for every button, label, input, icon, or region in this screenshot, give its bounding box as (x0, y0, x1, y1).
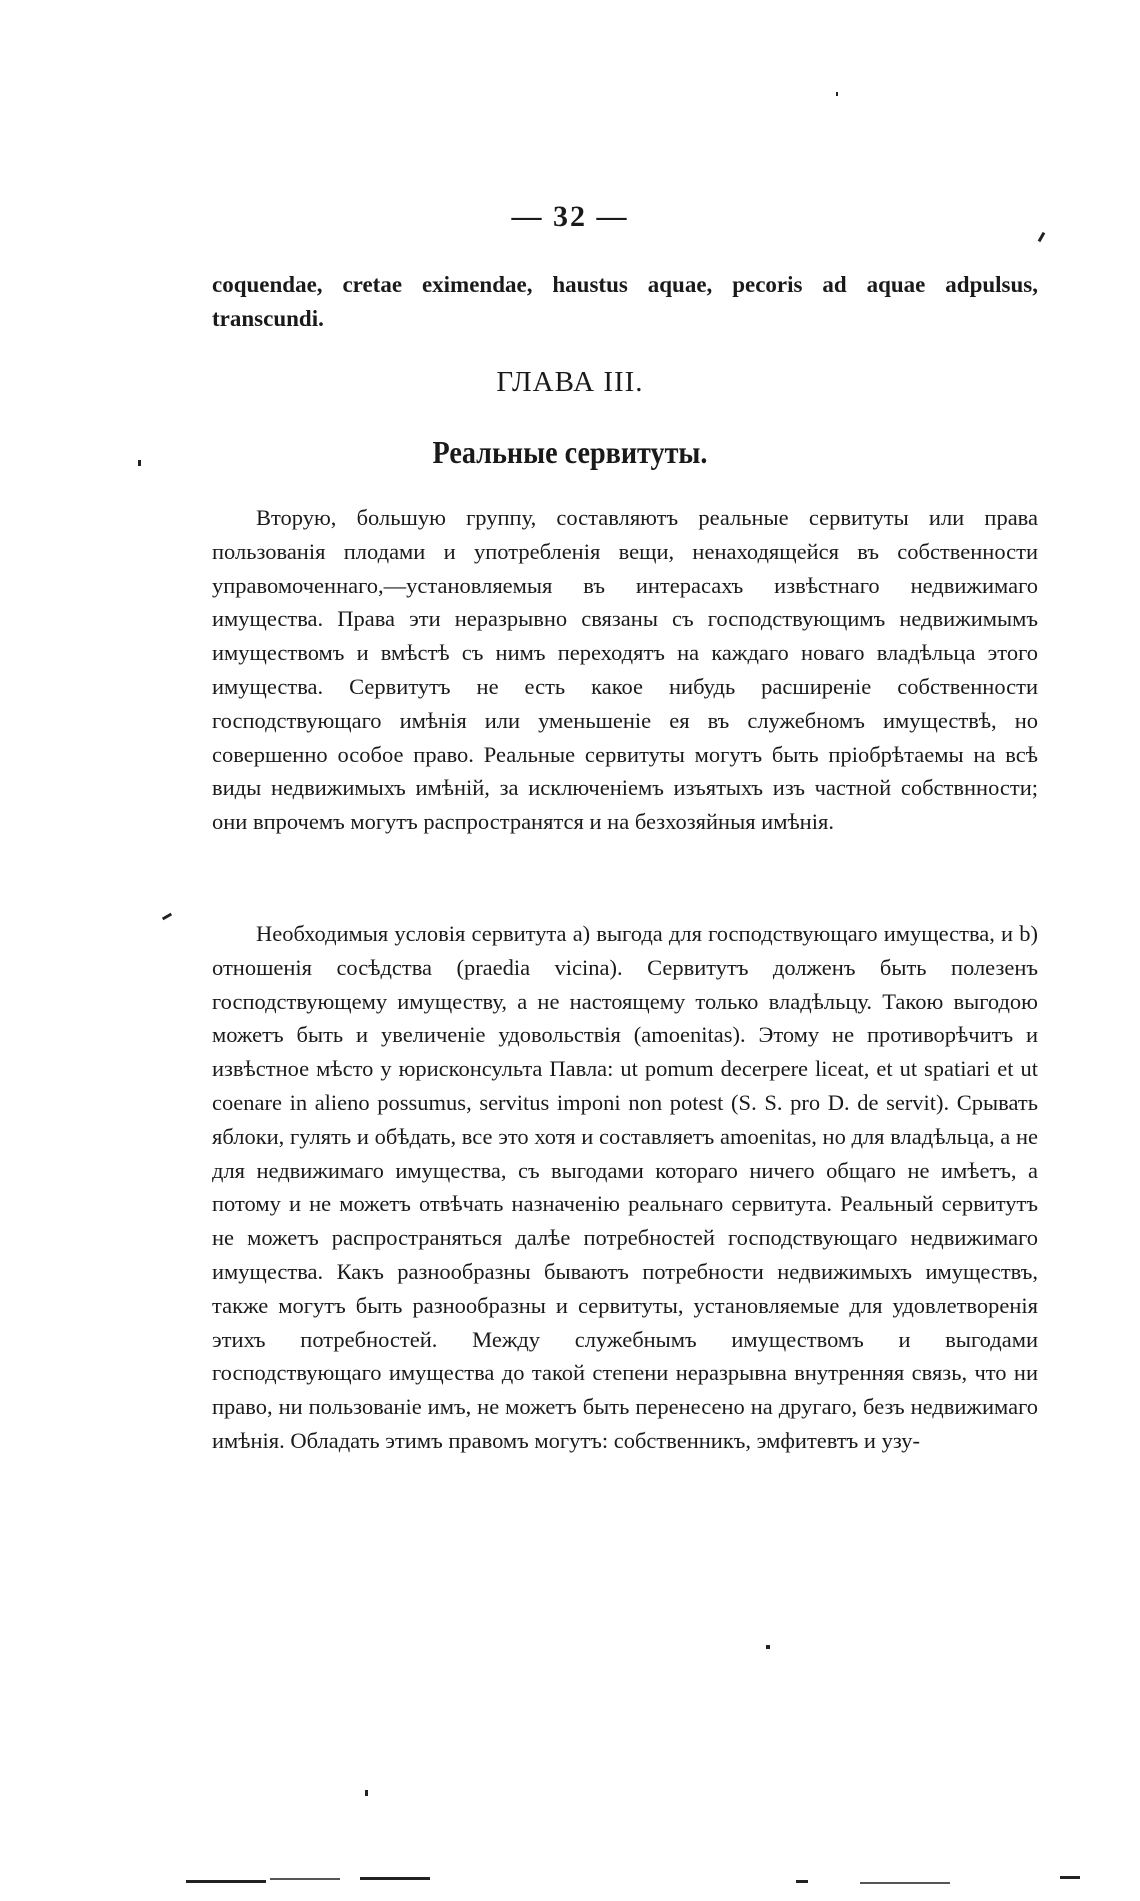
paragraph-1-text: Вторую, большую группу, составляютъ реальные сервитуты или права пользованія плодами и употребленія вещи, ненаходящейся въ собственности управомоченнаго,—установляемыя въ интерасахъ извѣстнаго недвижимаго имущества. Права эти неразрывно связаны съ господствующимъ недвижимымъ имуществомъ и вмѣстѣ съ нимъ переходятъ на каждаго новаго владѣльца этого имущества. Сервитутъ не есть какое нибудь расширеніе собственности господствующаго имѣнія или уменьшеніе ея въ служебномъ имуществѣ, но совершенно особое право. Реальные сервитуты могутъ быть пріобрѣтаемы на всѣ виды недвижимыхъ имѣній, за исключеніемъ изъятыхъ изъ частной собствнности; они впрочемъ могутъ распространятся и на безхозяйныя имѣнія. (212, 505, 1038, 835)
page-number: — 32 — (511, 200, 629, 233)
scan-edge-streak (186, 1880, 266, 1883)
paragraph-1 (212, 501, 1038, 839)
scan-speck (365, 1790, 368, 1796)
scan-edge-streak (360, 1877, 430, 1880)
scan-speck (836, 92, 838, 96)
chapter-heading: ГЛАВА III. (496, 366, 644, 398)
paragraph-2 (212, 917, 1038, 1458)
scan-edge-streak (1060, 1876, 1080, 1879)
scan-speck (138, 460, 141, 466)
section-title: Реальные сервитуты. (432, 434, 708, 470)
scan-speck (766, 1645, 770, 1649)
scan-edge-streak (270, 1878, 340, 1880)
latin-continuation-text: coquendae, cretae eximendae, haustus aquae, pecoris ad aquae adpulsus, transcundi. (212, 272, 1038, 331)
paragraph-2-text: Необходимыя условія сервитута а) выгода для господствующаго имущества, и b) отношенія сосѣдства (praedia vicina). Сервитутъ долженъ быть полезенъ господствующему имуществу, а не настоящему только владѣльцу. Такою выгодою можетъ быть и увеличеніе удовольствія (amoenitas). Этому не противорѣчитъ и извѣстное мѣсто у юрисконсульта Павла: ut pomum decerpere liceat, et ut spatiari et ut coenare in alieno possumus, servitus imponi non potest (S. S. pro D. de servit). Срывать яблоки, гулять и обѣдать, все это хотя и составляетъ amoenitas, но для владѣльца, а не для недвижимаго имущества, съ выгодами котораго ничего общаго не имѣетъ, а потому и не можетъ отвѣчать назначенію реальнаго сервитута. Реальный сервитутъ не можетъ распространяться далѣе потребностей господствующаго недвижимаго имущества. Какъ разнообразны бываютъ потребности недвижимыхъ имуществъ, также могутъ быть разнообразны и сервитуты, установляемые для удовлетворенія этихъ потребностей. Между служебнымъ имуществомъ и выгодами господствующаго имущества до такой степени неразрывна внутренняя связь, что ни право, ни пользованіе имъ, не можетъ быть перенесено на другаго, безъ недвижимаго имѣнія. Обладать этимъ правомъ могутъ: собственникъ, эмфитевтъ и узу- (212, 921, 1038, 1453)
scan-speck (162, 913, 172, 921)
scan-edge-streak (796, 1880, 808, 1883)
scan-edge-streak (860, 1882, 950, 1884)
